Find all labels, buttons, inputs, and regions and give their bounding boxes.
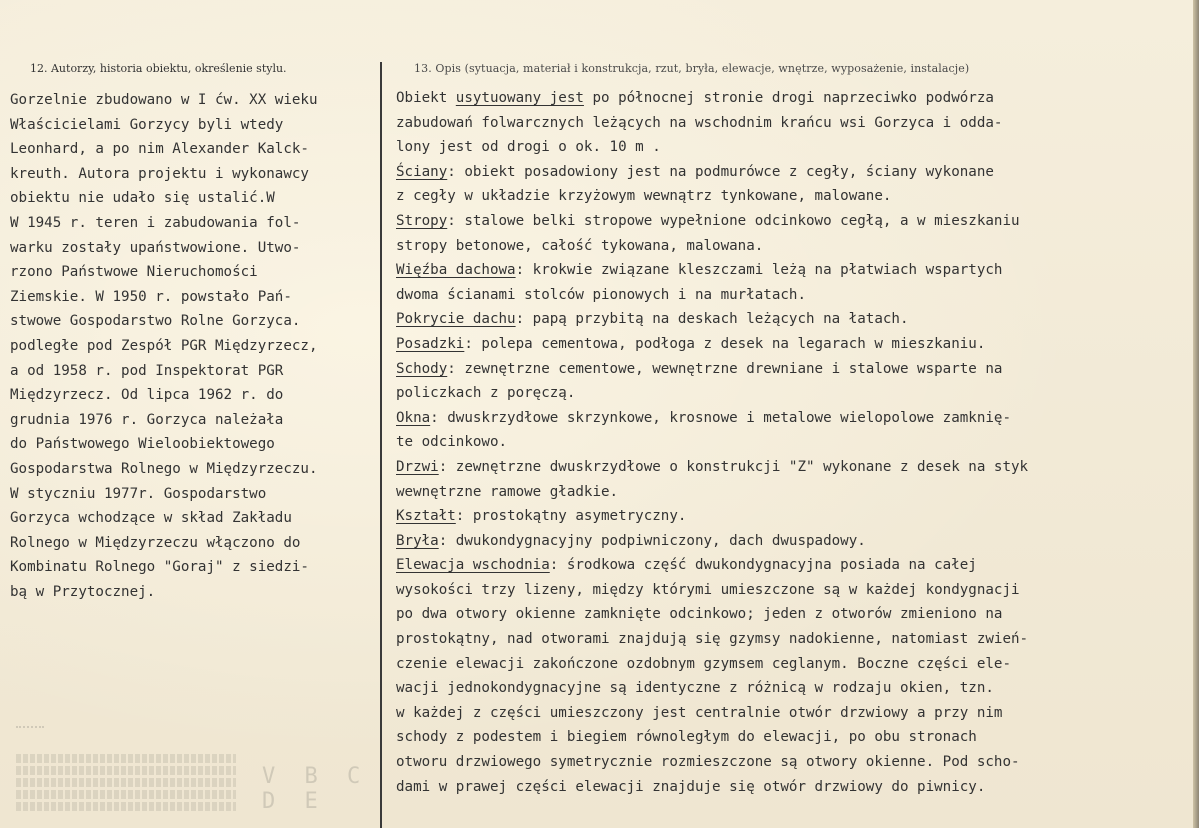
description-line xyxy=(396,160,1186,185)
description-line xyxy=(396,627,1186,652)
line-text: stropy betonowe, całość tykowana, malowana. xyxy=(396,237,764,254)
line-text: : stalowe belki stropowe wypełnione odcinkowo cegłą, a w mieszkaniu xyxy=(447,212,1020,229)
description-line xyxy=(396,775,1186,800)
history-text xyxy=(10,88,375,604)
description-line xyxy=(396,602,1186,627)
history-line: Kombinatu Rolnego "Goraj" z siedzi- xyxy=(10,559,309,576)
description-line xyxy=(396,406,1186,431)
description-line xyxy=(396,258,1186,283)
section-label: Okna xyxy=(396,409,431,426)
line-text: : obiekt posadowiony jest na podmurówce z cegły, ściany wykonane xyxy=(447,163,994,180)
description-text xyxy=(396,86,1186,799)
section-label: Elewacja wschodnia xyxy=(396,557,550,574)
description-line xyxy=(396,184,1186,209)
section-label: Stropy xyxy=(396,212,448,229)
line-text: dwoma ścianami stolców pionowych i na murłatach. xyxy=(396,286,806,303)
history-line: stwowe Gospodarstwo Rolne Gorzyca. xyxy=(10,313,301,330)
faded-stamp xyxy=(10,726,380,826)
line-text: schody z podestem i biegiem równoległym do elewacji, po obu stronach xyxy=(396,729,977,746)
description-line xyxy=(396,725,1186,750)
description-line xyxy=(396,234,1186,259)
description-line xyxy=(396,135,1186,160)
line-prefix: Obiekt xyxy=(396,90,456,106)
description-line xyxy=(396,381,1186,406)
line-text: otworu drzwiowego symetrycznie rozmieszczone są otwory okienne. Pod scho- xyxy=(396,754,1020,771)
line-text: : krokwie związane kleszczami leżą na płatwiach wspartych xyxy=(515,262,1003,279)
description-line xyxy=(396,455,1186,480)
description-line xyxy=(396,750,1186,775)
history-line: rzono Państwowe Nieruchomości xyxy=(10,264,258,281)
line-text: : zewnętrzne dwuskrzydłowe o konstrukcji "Z" wykonane z desek na styk xyxy=(438,458,1029,475)
section-12-header: 12. Autorzy, historia obiektu, określenie stylu. xyxy=(30,62,287,75)
stamp-text-lines xyxy=(16,754,236,814)
description-line xyxy=(396,652,1186,677)
page-edge xyxy=(1193,0,1199,828)
line-text: : dwukondygnacyjny podpiwniczony, dach dwuspadowy. xyxy=(438,532,866,549)
description-line xyxy=(396,332,1186,357)
stamp-letters: V B C D E xyxy=(262,764,369,814)
line-text: z cegły w układzie krzyżowym wewnątrz tynkowane, malowane. xyxy=(396,188,892,205)
line-text: te odcinkowo. xyxy=(396,434,508,451)
description-line xyxy=(396,307,1186,332)
description-line xyxy=(396,578,1186,603)
line-text: : zewnętrzne cementowe, wewnętrzne drewniane i stalowe wsparte na xyxy=(447,360,1003,377)
line-text: : papą przybitą na deskach leżących na łatach. xyxy=(515,311,909,328)
history-line: a od 1958 r. pod Inspektorat PGR xyxy=(10,362,284,379)
description-line xyxy=(396,111,1186,136)
section-label: Bryła xyxy=(396,532,439,549)
history-line: obiektu nie udało się ustalić.W xyxy=(10,190,275,207)
description-line xyxy=(396,553,1186,578)
description-line xyxy=(396,357,1186,382)
section-label: Pokrycie dachu xyxy=(396,311,516,328)
line-text: prostokątny, nad otworami znajdują się gzymsy nadokienne, natomiast zwień- xyxy=(396,631,1029,648)
line-text: zabudowań folwarcznych leżących na wschodnim krańcu wsi Gorzyca i odda- xyxy=(396,114,1003,131)
history-line: Gospodarstwa Rolnego w Międzyrzeczu. xyxy=(10,460,318,477)
description-line xyxy=(396,529,1186,554)
history-line: warku zostały upaństwowione. Utwo- xyxy=(10,239,301,256)
section-label: Drzwi xyxy=(396,458,439,475)
description-line xyxy=(396,430,1186,455)
line-text: czenie elewacji zakończone ozdobnym gzymsem ceglanym. Boczne części ele- xyxy=(396,655,1011,672)
history-line: W styczniu 1977r. Gospodarstwo xyxy=(10,485,267,502)
history-line: Ziemskie. W 1950 r. powstało Pań- xyxy=(10,288,292,305)
stamp-mark xyxy=(16,726,44,738)
description-line xyxy=(396,209,1186,234)
line-text: : dwuskrzydłowe skrzynkowe, krosnowe i metalowe wielopolowe zamknię- xyxy=(430,409,1012,426)
line-text: dami w prawej części elewacji znajduje się otwór drzwiowy do piwnicy. xyxy=(396,778,986,795)
description-line xyxy=(396,86,1186,111)
line-text: lony jest od drogi o ok. 10 m . xyxy=(396,139,661,156)
line-text: po północnej stronie drogi naprzeciwko podwórza xyxy=(583,90,994,106)
history-line: Właścicielami Gorzycy byli wtedy xyxy=(10,116,284,133)
line-text: po dwa otwory okienne zamknięte odcinkowo; jeden z otworów zmieniono na xyxy=(396,606,1003,623)
section-13-header: 13. Opis (sytuacja, materiał i konstrukcja, rzut, bryła, elewacje, wnętrze, wyposażenie, instalacje) xyxy=(414,62,970,75)
line-text: : prostokątny asymetryczny. xyxy=(455,508,687,525)
history-line: kreuth. Autora projektu i wykonawcy xyxy=(10,165,309,182)
line-text: wysokości trzy lizeny, między którymi umieszczone są w każdej kondygnacji xyxy=(396,581,1020,598)
description-line xyxy=(396,504,1186,529)
history-line: Gorzyca wchodzące w skład Zakładu xyxy=(10,510,292,527)
line-text: wewnętrzne ramowe gładkie. xyxy=(396,483,619,500)
history-line: grudnia 1976 r. Gorzyca należała xyxy=(10,411,284,428)
description-line xyxy=(396,283,1186,308)
section-label: Posadzki xyxy=(396,335,465,352)
line-text: : środkowa część dwukondygnacyjna posiada na całej xyxy=(549,557,977,574)
line-text: w każdej z części umieszczony jest centralnie otwór drzwiowy a przy nim xyxy=(396,704,1003,721)
line-text: wacji jednokondygnacyjne są identyczne z różnicą w rodzaju okien, tzn. xyxy=(396,680,994,697)
underlined-phrase: usytuowany jest xyxy=(455,90,584,106)
history-line: W 1945 r. teren i zabudowania fol- xyxy=(10,214,301,231)
history-line: podległe pod Zespół PGR Międzyrzecz, xyxy=(10,337,318,354)
section-label: Kształt xyxy=(396,508,456,525)
column-divider xyxy=(380,62,382,828)
history-line: Leonhard, a po nim Alexander Kalck- xyxy=(10,141,309,158)
history-line: Gorzelnie zbudowano w I ćw. XX wieku xyxy=(10,92,318,108)
history-line: do Państwowego Wieloobiektowego xyxy=(10,436,275,453)
line-text: : polepa cementowa, podłoga z desek na legarach w mieszkaniu. xyxy=(464,335,986,352)
description-line xyxy=(396,480,1186,505)
description-line xyxy=(396,676,1186,701)
description-line xyxy=(396,701,1186,726)
section-label: Ściany xyxy=(396,163,448,180)
section-label: Schody xyxy=(396,360,448,377)
history-line: Międzyrzecz. Od lipca 1962 r. do xyxy=(10,387,284,404)
line-text: policzkach z poręczą. xyxy=(396,385,576,402)
history-line: Rolnego w Międzyrzeczu włączono do xyxy=(10,534,301,551)
section-label: Więźba dachowa xyxy=(396,262,516,279)
history-line: bą w Przytocznej. xyxy=(10,583,156,600)
